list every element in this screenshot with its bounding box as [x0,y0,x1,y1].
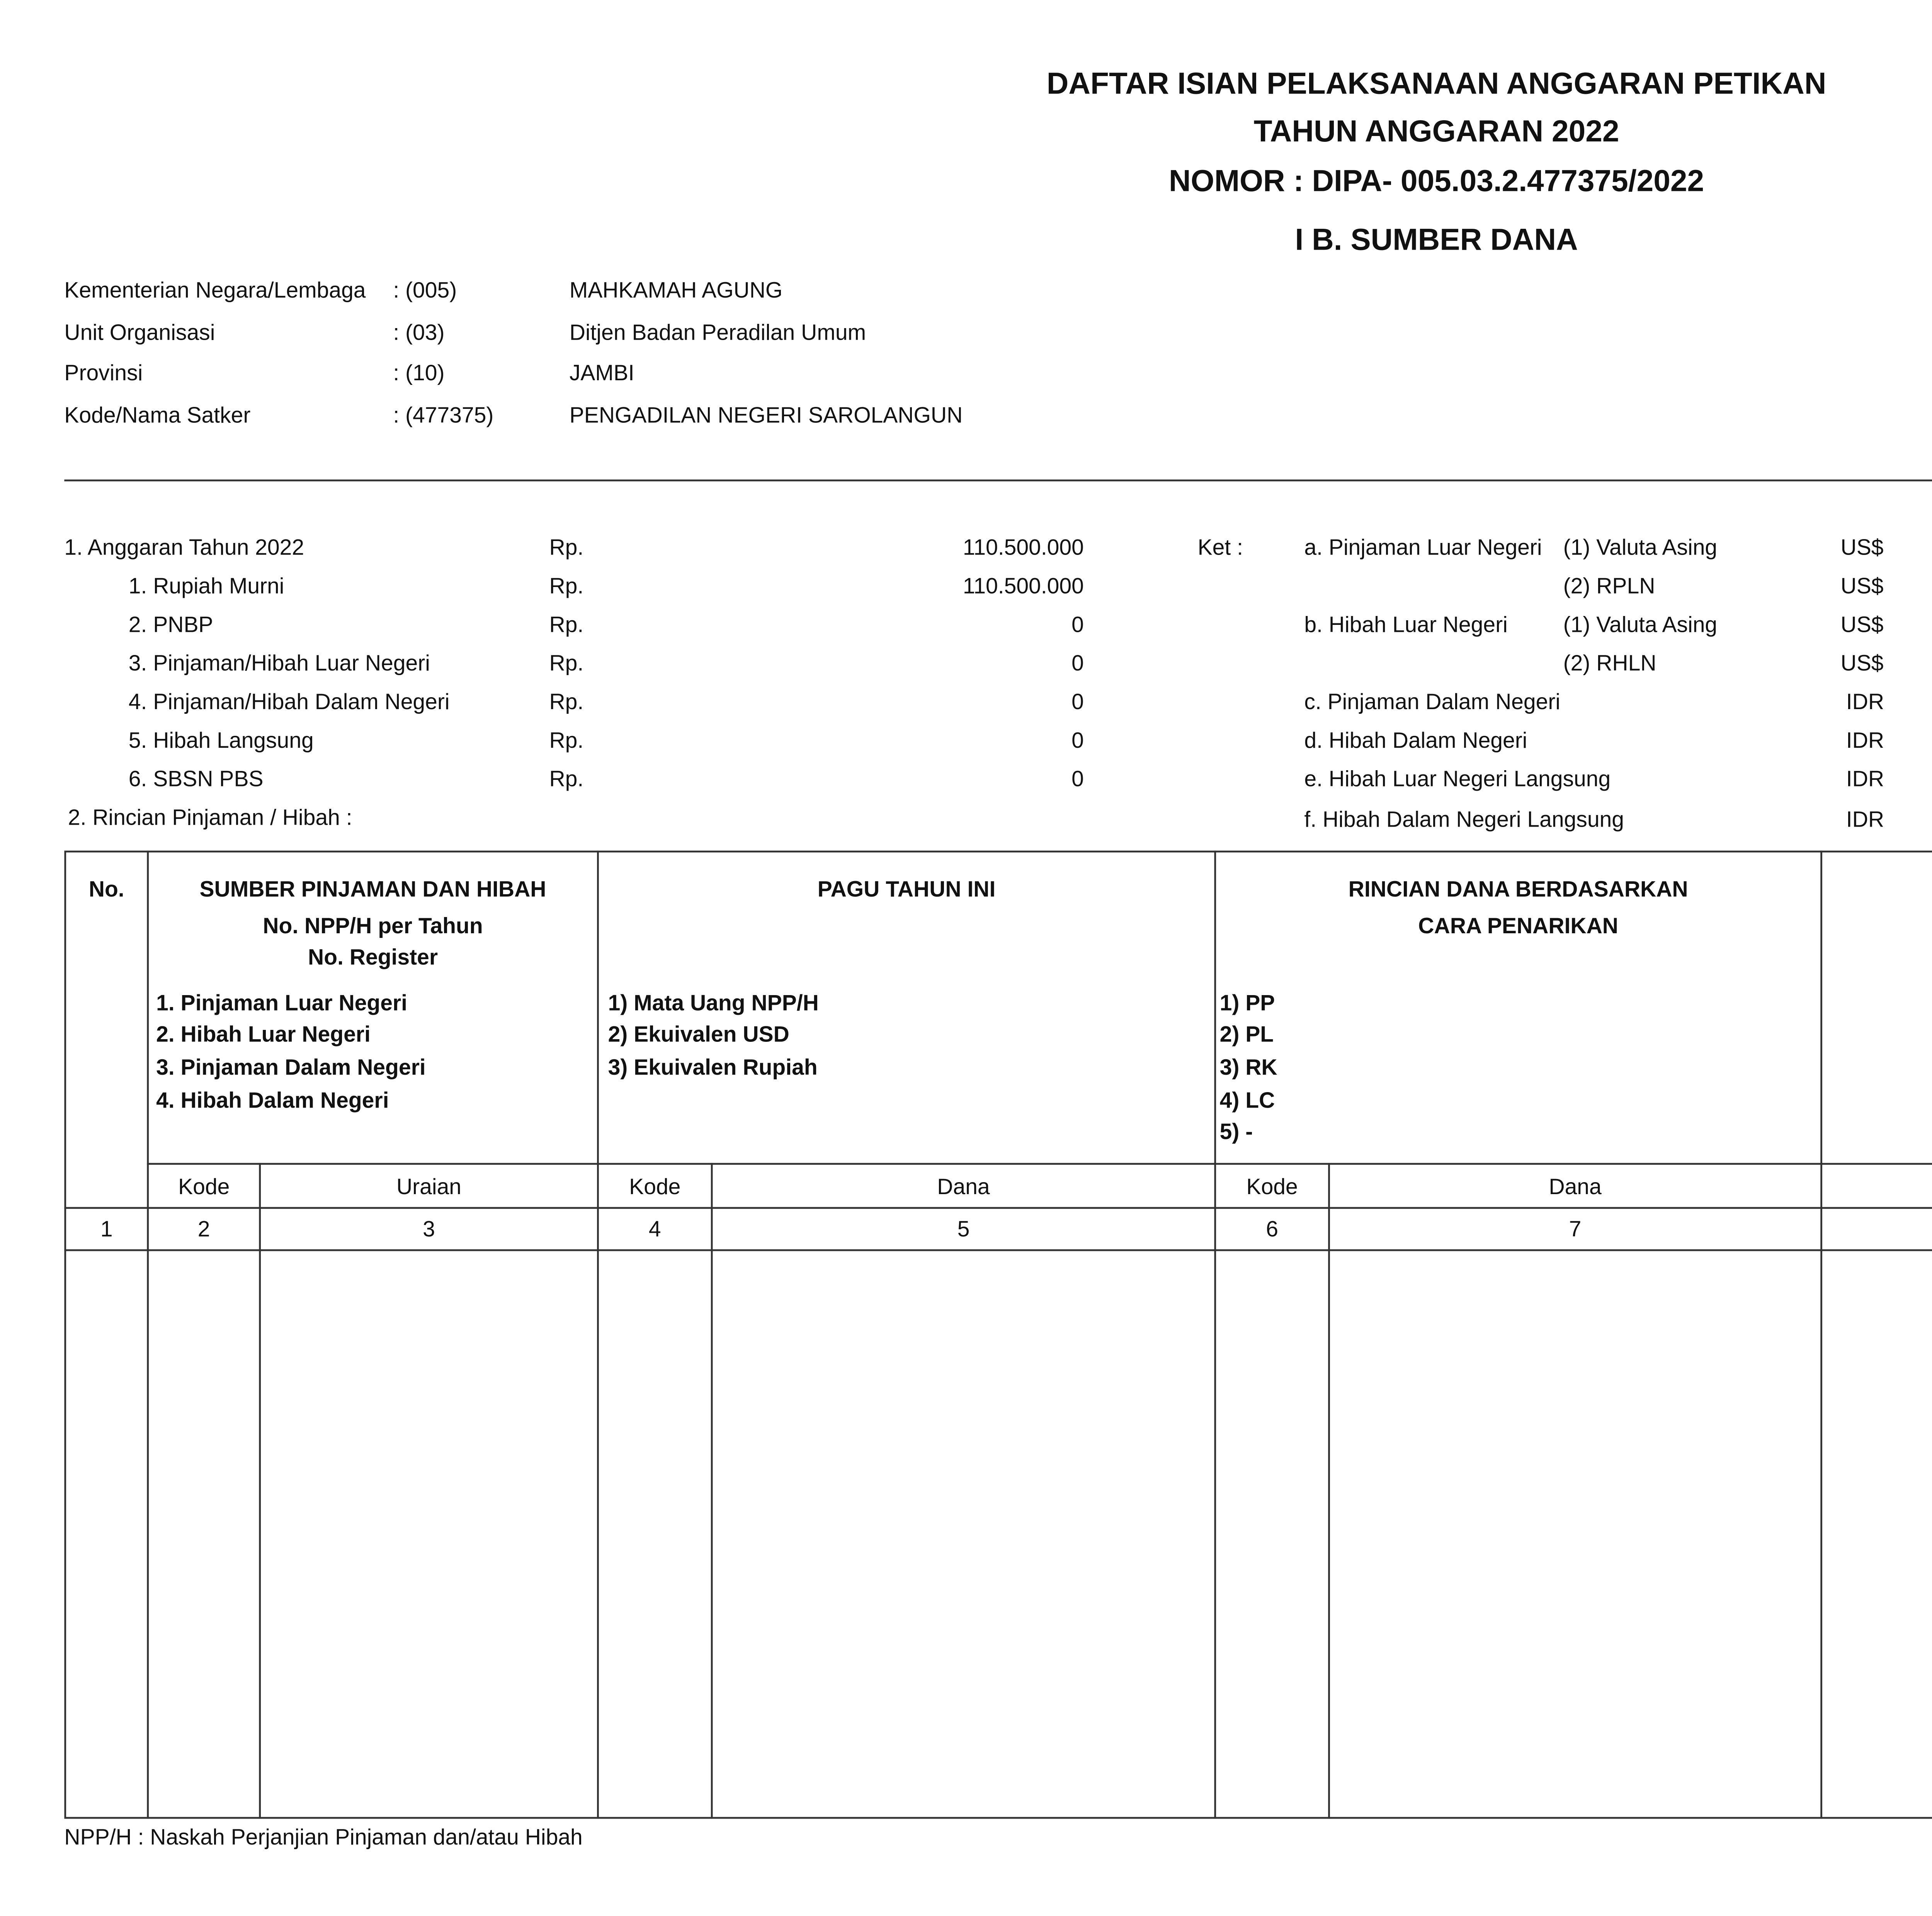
column-number: 2 [197,1216,210,1242]
ket-sub: (2) RHLN [1563,650,1656,676]
col-header-rincian: RINCIAN DANA BERDASARKAN [1348,876,1688,902]
ket-category: d. Hibah Dalam Negeri [1304,727,1527,754]
subheader-dana: Dana [1549,1174,1602,1200]
table-grid-line [259,1163,261,1819]
budget-value: 0 [1071,727,1084,754]
identity-code-ministry: : (005) [393,277,457,303]
sumber-item: 1. Pinjaman Luar Negeri [156,990,408,1016]
ket-currency: IDR [1846,727,1884,754]
ket-label: Ket : [1197,534,1243,560]
identity-name-ministry: MAHKAMAH AGUNG [569,277,783,303]
pagu-header [1910,498,1932,524]
header-divider [64,480,1932,482]
budget-label: 2. PNBP [128,612,213,638]
subheader-kode: Kode [629,1174,681,1200]
budget-value: 110.500.000 [963,573,1084,599]
ket-sub: (1) Valuta Asing [1563,534,1718,560]
subheader-uraian: Uraian [396,1174,462,1200]
subheader-kode: Kode [178,1174,230,1200]
col-header-sumber-register: No. Register [308,944,438,970]
budget-currency: Rp. [549,573,584,599]
table-grid-line [64,1249,1932,1251]
table-grid-line [1328,1163,1330,1819]
col-header-sumber: SUMBER PINJAMAN DAN HIBAH [199,876,546,902]
budget-label: 1. Rupiah Murni [128,573,284,599]
budget-currency: Rp. [549,612,584,638]
column-number [1822,1216,1932,1242]
budget-currency: Rp. [549,650,584,676]
col-header-sumber-npp: No. NPP/H per Tahun [263,913,483,939]
fiscal-year-title: TAHUN ANGGARAN 2022 [1253,116,1619,149]
section-title: I B. SUMBER DANA [1295,224,1578,257]
subheader-rp-pdp [1822,1174,1932,1200]
table-grid-line [711,1163,713,1819]
column-number: 3 [423,1216,435,1242]
column-number: 4 [648,1216,661,1242]
identity-label-ministry: Kementerian Negara/Lembaga [64,277,366,303]
col-header-pendamping [1822,876,1932,902]
table-grid-line [1820,851,1822,1819]
subheader-dana: Dana [937,1174,990,1200]
pagu-item: 1) Mata Uang NPP/H [608,990,819,1016]
rincian-item: 5) - [1219,1119,1253,1145]
rincian-item: 4) LC [1219,1087,1275,1113]
rincian-label: 2. Rincian Pinjaman / Hibah : [68,805,352,830]
budget-label: 4. Pinjaman/Hibah Dalam Negeri [128,689,450,715]
budget-currency: Rp. [549,689,584,715]
budget-currency: Rp. [549,727,584,754]
ket-currency: US$ [1840,573,1884,599]
budget-value: 0 [1071,766,1084,792]
budget-value: 0 [1071,612,1084,638]
budget-value: 0 [1071,689,1084,715]
col-header-no: No. [88,876,124,902]
ket-currency: US$ [1840,612,1884,638]
identity-name-satker: PENGADILAN NEGERI SAROLANGUN [569,402,963,428]
ket-currency: IDR [1846,807,1884,832]
subheader-kode: Kode [1246,1174,1298,1200]
budget-value: 110.500.000 [963,534,1084,560]
ket-currency: IDR [1846,689,1884,715]
budget-value: 0 [1071,650,1084,676]
dipa-number: NOMOR : DIPA- 005.03.2.477375/2022 [1169,165,1704,199]
budget-currency: Rp. [549,534,584,560]
identity-code-province: : (10) [393,360,445,386]
identity-label-satker: Kode/Nama Satker [64,402,251,428]
column-number: 1 [100,1216,113,1242]
rincian-item: 3) RK [1219,1054,1277,1081]
ket-category: f. Hibah Dalam Negeri Langsung [1304,807,1624,832]
table-grid-line [147,1163,1932,1165]
ket-currency: US$ [1840,534,1884,560]
col-header-rincian-cara: CARA PENARIKAN [1418,913,1618,939]
budget-label: 3. Pinjaman/Hibah Luar Negeri [128,650,430,676]
sumber-item: 2. Hibah Luar Negeri [156,1021,371,1047]
ket-category: b. Hibah Luar Negeri [1304,612,1508,638]
ket-category: c. Pinjaman Dalam Negeri [1304,689,1561,715]
ket-currency: IDR [1846,766,1884,792]
identity-label-province: Provinsi [64,360,143,386]
ket-currency: US$ [1840,650,1884,676]
table-grid-line [597,851,599,1819]
table-grid-line [1214,851,1216,1819]
document-title: DAFTAR ISIAN PELAKSANAAN ANGGARAN PETIKAN [1046,68,1827,101]
ket-sub: (1) Valuta Asing [1563,612,1718,638]
table-grid-line [64,1207,1932,1209]
pagu-item: 3) Ekuivalen Rupiah [608,1054,818,1081]
sumber-item: 4. Hibah Dalam Negeri [156,1087,389,1113]
col-header-pagu: PAGU TAHUN INI [817,876,996,902]
budget-label: 6. SBSN PBS [128,766,264,792]
ket-category: a. Pinjaman Luar Negeri [1304,534,1542,560]
ket-sub: (2) RPLN [1563,573,1655,599]
column-number: 6 [1266,1216,1279,1242]
pagu-item: 2) Ekuivalen USD [608,1021,789,1047]
budget-label: 5. Hibah Langsung [128,727,314,754]
identity-label-unit: Unit Organisasi [64,320,215,345]
budget-label: 1. Anggaran Tahun 2022 [64,534,304,560]
identity-code-unit: : (03) [393,320,445,345]
identity-code-satker: : (477375) [393,402,494,428]
rincian-item: 2) PL [1219,1021,1274,1047]
rincian-item: 1) PP [1219,990,1275,1016]
sumber-item: 3. Pinjaman Dalam Negeri [156,1054,426,1081]
footnote: NPP/H : Naskah Perjanjian Pinjaman dan/atau Hibah [64,1824,583,1850]
budget-currency: Rp. [549,766,584,792]
column-number: 5 [957,1216,970,1242]
table-grid-line [147,851,149,1819]
column-number: 7 [1569,1216,1582,1242]
identity-name-province: JAMBI [569,360,634,386]
identity-name-unit: Ditjen Badan Peradilan Umum [569,320,866,345]
ket-category: e. Hibah Luar Negeri Langsung [1304,766,1611,792]
